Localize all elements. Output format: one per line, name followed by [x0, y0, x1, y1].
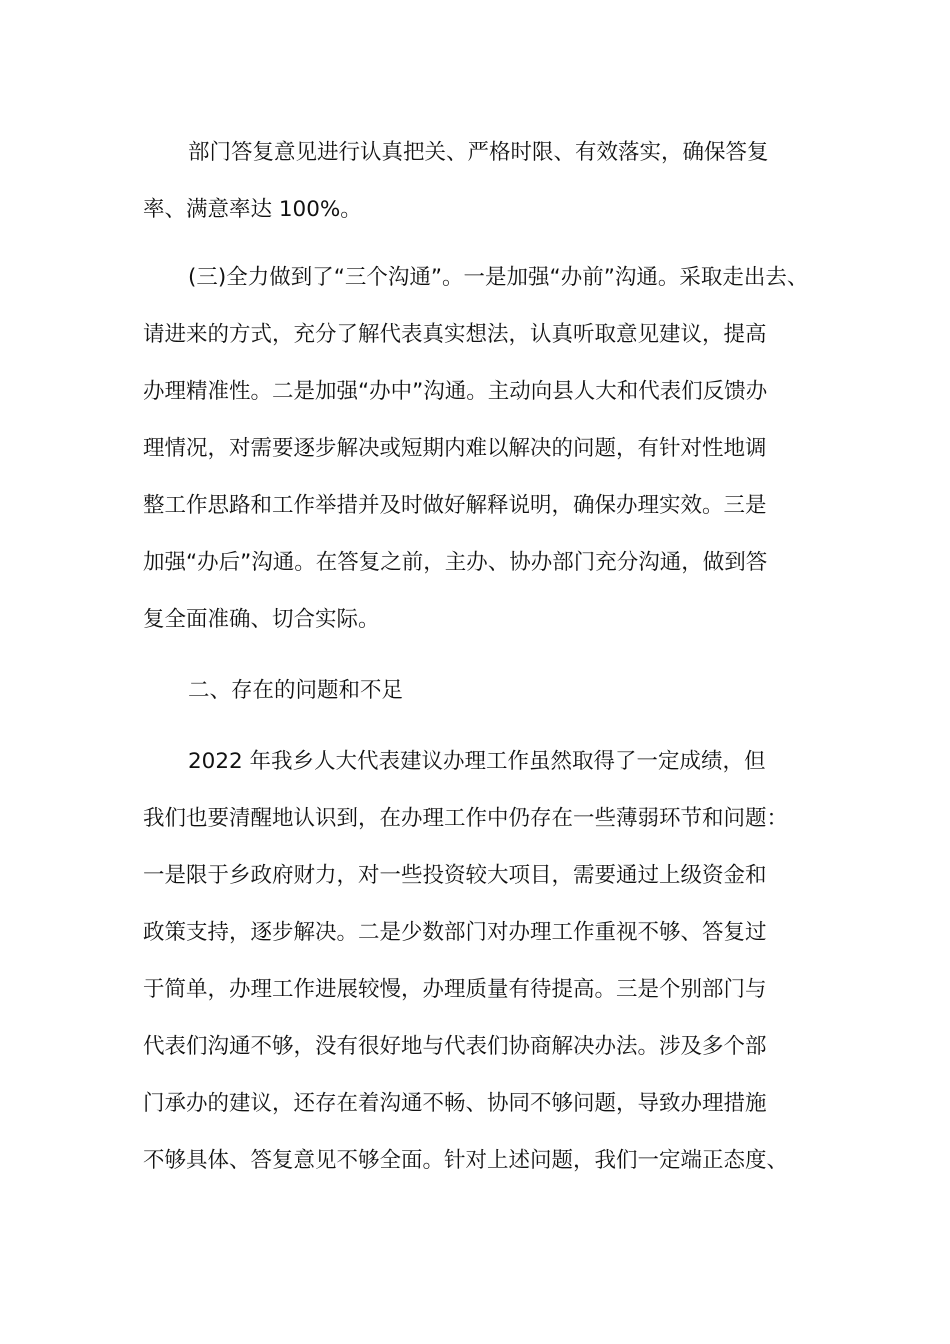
text-line: 于简单，办理工作进展较慢，办理质量有待提高。三是个别部门与	[143, 977, 767, 1002]
text-line: 部门答复意见进行认真把关、严格时限、有效落实，确保答复	[188, 140, 769, 165]
text-line: 加强“办后”沟通。在答复之前，主办、协办部门充分沟通，做到答	[143, 550, 768, 575]
text-line: (三)全力做到了“三个沟通”。一是加强“办前”沟通。采取走出去、	[188, 265, 809, 290]
text-line: 代表们沟通不够，没有很好地与代表们协商解决办法。涉及多个部	[143, 1034, 767, 1059]
text-line: 一是限于乡政府财力，对一些投资较大项目，需要通过上级资金和	[143, 863, 767, 888]
text-line: 政策支持，逐步解决。二是少数部门对办理工作重视不够、答复过	[143, 920, 767, 945]
section-heading: 二、存在的问题和不足	[188, 678, 404, 703]
text-line: 理情况，对需要逐步解决或短期内难以解决的问题，有针对性地调	[143, 436, 767, 461]
text-line: 率、满意率达 100%。	[143, 197, 362, 222]
text-line: 我们也要清醒地认识到，在办理工作中仍存在一些薄弱环节和问题：	[143, 806, 789, 831]
text-line: 门承办的建议，还存在着沟通不畅、协同不够问题，导致办理措施	[143, 1091, 767, 1116]
text-line: 不够具体、答复意见不够全面。针对上述问题，我们一定端正态度、	[143, 1148, 789, 1173]
text-line: 请进来的方式，充分了解代表真实想法，认真听取意见建议，提高	[143, 322, 767, 347]
text-line: 2022 年我乡人大代表建议办理工作虽然取得了一定成绩，但	[188, 749, 766, 774]
text-line: 复全面准确、切合实际。	[143, 607, 380, 632]
text-line: 整工作思路和工作举措并及时做好解释说明，确保办理实效。三是	[143, 493, 767, 518]
text-line: 办理精准性。二是加强“办中”沟通。主动向县人大和代表们反馈办	[143, 379, 768, 404]
